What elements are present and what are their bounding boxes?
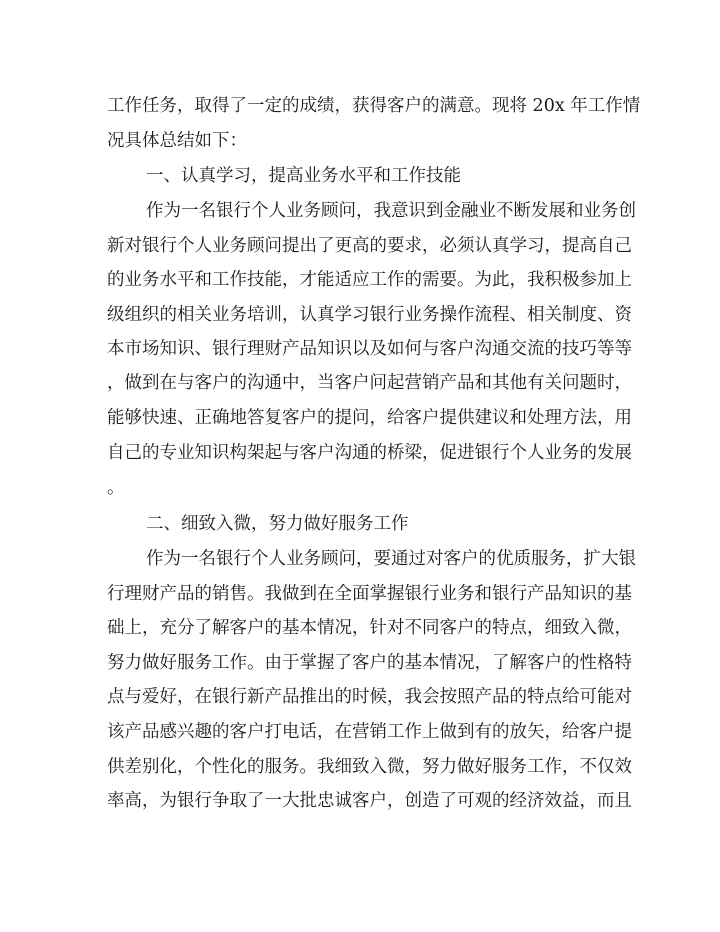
text-line: 本市场知识、银行理财产品知识以及如何与客户沟通交流的技巧等等 — [107, 339, 632, 359]
text-line: 作为一名银行个人业务顾问，要通过对客户的优质服务，扩大银 — [146, 549, 636, 569]
text-line: 该产品感兴趣的客户打电话，在营销工作上做到有的放矢，给客户提 — [107, 722, 632, 742]
text-line: 努力做好服务工作。由于掌握了客户的基本情况，了解客户的性格特 — [107, 653, 632, 673]
section-heading: 一、认真学习，提高业务水平和工作技能 — [146, 166, 461, 186]
text-line: 供差别化，个性化的服务。我细致入微，努力做好服务工作，不仅效 — [107, 757, 632, 777]
text-line: 行理财产品的销售。我做到在全面掌握银行业务和银行产品知识的基 — [107, 584, 632, 604]
text-line: 况具体总结如下： — [107, 131, 247, 151]
text-line: 率高，为银行争取了一大批忠诚客户，创造了可观的经济效益，而且 — [107, 791, 632, 811]
section-heading: 二、细致入微，努力做好服务工作 — [146, 514, 409, 534]
text-line: 点与爱好，在银行新产品推出的时候，我会按照产品的特点给可能对 — [107, 687, 632, 707]
text-line: 作为一名银行个人业务顾问，我意识到金融业不断发展和业务创 — [146, 201, 636, 221]
text-line: 新对银行个人业务顾问提出了更高的要求，必须认真学习，提高自己 — [107, 236, 632, 256]
text-line: 能够快速、正确地答复客户的提问，给客户提供建议和处理方法，用 — [107, 408, 632, 428]
text-line: 级组织的相关业务培训，认真学习银行业务操作流程、相关制度、资 — [107, 305, 632, 325]
text-line: ，做到在与客户的沟通中，当客户问起营销产品和其他有关问题时， — [107, 373, 632, 393]
text-line: 础上，充分了解客户的基本情况，针对不同客户的特点，细致入微， — [107, 618, 632, 638]
text-line: 。 — [107, 478, 125, 498]
text-line: 的业务水平和工作技能，才能适应工作的需要。为此，我积极参加上 — [107, 270, 632, 290]
text-line: 工作任务，取得了一定的成绩，获得客户的满意。现将 20x 年工作情 — [107, 96, 641, 116]
text-line: 自己的专业知识构架起与客户沟通的桥梁，促进银行个人业务的发展 — [107, 443, 632, 463]
